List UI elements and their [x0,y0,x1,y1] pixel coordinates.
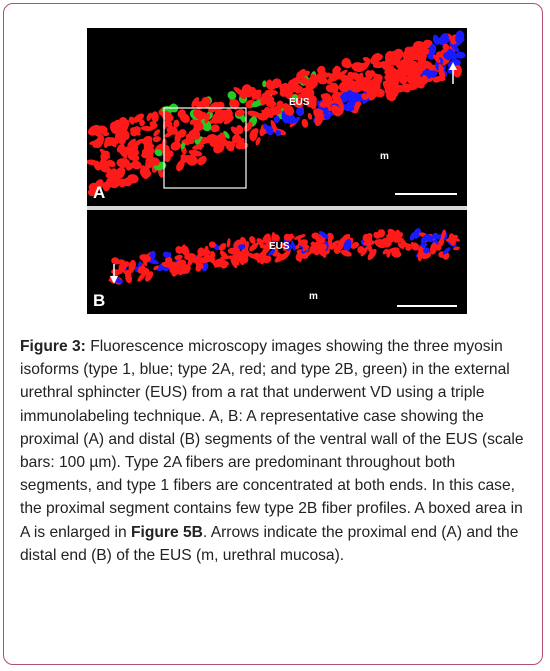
caption-text-1: Fluorescence microscopy images showing the three myosin isoforms (type 1, blue; type 2A, red; and type 2B, green) in the external urethral sphincter (EUS) from a rat that underwent VD using a triple immunolabeling technique. A, B: A representative case showing the proximal (A) and distal (B) segments of the ventral wall of the EUS (scale bars: 100 µm). Type 2A fibers are predominant throughout both segments, and type 1 fibers are concentrated at both ends. In this case, the proximal segment contains few type 2B fiber profiles. A boxed area in A is enlarged in [20,338,524,541]
micrograph-a-image [87,28,467,206]
type2a-fiber [151,111,159,123]
panel-a-mucosa-label: m [380,151,389,162]
panel-b-mucosa-label: m [309,291,318,302]
type2a-fiber [413,41,424,49]
type2a-fiber [310,99,317,109]
micrograph-panel-b [87,210,467,314]
type2a-fiber [307,112,313,120]
type2a-fiber [301,118,309,128]
panel-a-letter: A [93,183,106,202]
type2a-fiber [152,128,161,137]
caption-text-2: . Arrows indicate the proximal end (A) and the distal end (B) of the EUS (m, urethral mucosa). [20,523,519,564]
panel-b-eus-label: EUS [269,241,290,252]
figure-caption [20,335,525,567]
type1-fiber [455,51,465,58]
panel-a-eus-label: EUS [289,97,310,108]
type2a-fiber [226,238,231,248]
micrograph-panel-a [87,28,467,206]
panel-b-letter: B [93,291,106,310]
micrograph-b-image [87,210,467,314]
caption-figure-ref: Figure 5B [130,523,203,541]
type2a-fiber [210,124,220,133]
type2a-fiber [152,136,161,143]
caption-heading: Figure 3: [20,338,86,355]
